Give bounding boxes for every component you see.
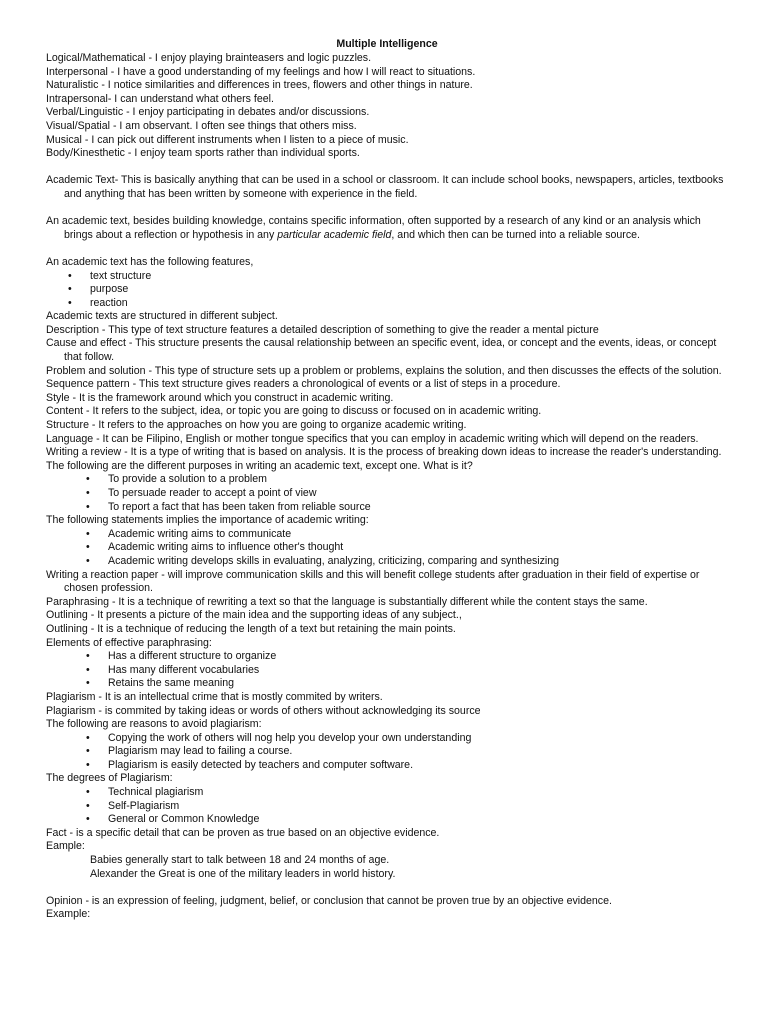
paragraph: Sequence pattern - This text structure gives readers a chronological of events or a list of steps in a procedure. (46, 378, 561, 391)
fact-example: Babies generally start to talk between 18 and 24 months of age. (90, 854, 390, 867)
features-list (46, 270, 728, 311)
paragraph: Structure - It refers to the approaches on how you are going to organize academic writing. (46, 419, 467, 432)
bullet-icon: • (86, 731, 90, 744)
intelligence-item: Logical/Mathematical - I enjoy playing brainteasers and logic puzzles. (46, 52, 372, 64)
intelligence-item: Visual/Spatial - I am observant. I often see things that others miss. (46, 119, 357, 132)
paragraph: Plagiarism - is commited by taking ideas or words of others without acknowledging its source (46, 704, 481, 717)
structure-block (46, 310, 728, 473)
paragraph: Outlining - It presents a picture of the main idea and the supporting ideas of any subject., (46, 609, 462, 622)
intelligence-item: Musical - I can pick out different instruments when I listen to a piece of music. (46, 133, 409, 146)
academic-text-paragraph (46, 215, 728, 242)
paraphrasing-list (46, 650, 728, 691)
paragraph: Plagiarism - It is an intellectual crime that is mostly commited by writers. (46, 690, 383, 703)
intelligence-item: Naturalistic - I notice similarities and differences in trees, flowers and other things in nature. (46, 79, 473, 92)
bullet-icon: • (86, 786, 90, 799)
paragraph-italic: particular academic field (277, 228, 392, 241)
intelligence-list (46, 52, 728, 161)
paragraph: Outlining - It is a technique of reducing the length of a text but retaining the main points. (46, 622, 456, 635)
intelligence-item: Interpersonal - I have a good understanding of my feelings and how I will react to situations. (46, 65, 476, 78)
bullet-icon: • (86, 500, 90, 513)
avoid-plagiarism-list (46, 732, 728, 773)
bullet-icon: • (68, 296, 72, 309)
degrees-intro: The degrees of Plagiarism: (46, 772, 173, 785)
list-item: • General or Common Knowledge (86, 813, 260, 826)
paraphrasing-block (46, 569, 728, 651)
list-item: • Technical plagiarism (86, 786, 204, 799)
bullet-icon: • (86, 541, 90, 554)
paragraph: Paraphrasing - It is a technique of rewriting a text so that the language is substantially different while the content stays the same. (46, 595, 648, 608)
paragraph: The following are reasons to avoid plagiarism: (46, 718, 262, 731)
bullet-icon: • (86, 527, 90, 540)
fact-definition: Fact - is a specific detail that can be proven as true based on an objective evidence. (46, 826, 440, 839)
list-item: • Academic writing develops skills in evaluating, analyzing, criticizing, comparing and synthesizing (86, 554, 560, 567)
plagiarism-block (46, 691, 728, 732)
paragraph: Language - It can be Filipino, English or mother tongue specifics that you can employ in academic writing which will depend on the readers. (46, 432, 699, 445)
paragraph: Cause and effect - This structure presents the causal relationship between an specific event, idea, or concept and the events, ideas, or concept that follow. (46, 337, 717, 364)
bullet-icon: • (86, 799, 90, 812)
paragraph: Style - It is the framework around which you construct in academic writing. (46, 391, 394, 404)
list-item: • text structure (68, 269, 152, 282)
list-item: • To provide a solution to a problem (86, 473, 267, 486)
list-item: • Academic writing aims to communicate (86, 527, 292, 540)
example-label: Eample: (46, 840, 85, 853)
list-item: • Retains the same meaning (86, 677, 235, 690)
list-item: • To persuade reader to accept a point of view (86, 487, 317, 499)
bullet-icon: • (68, 283, 72, 296)
list-item: • reaction (68, 296, 128, 309)
list-item: • Plagiarism is easily detected by teachers and computer software. (86, 758, 414, 771)
bullet-icon: • (68, 269, 72, 282)
list-item: • Has a different structure to organize (86, 650, 277, 663)
paragraph-text: An academic text, besides building knowledge, contains specific information, often supported by a research of any kind or an analysis which brings about a reflection or hypothesis in any (46, 215, 701, 241)
bullet-icon: • (86, 745, 90, 758)
importance-list (46, 528, 728, 569)
bullet-icon: • (86, 813, 90, 826)
list-item: • Academic writing aims to influence other's thought (86, 541, 344, 554)
fact-example: Alexander the Great is one of the military leaders in world history. (90, 867, 396, 880)
opinion-definition: Opinion - is an expression of feeling, judgment, belief, or conclusion that cannot be proven true by an objective evidence. (46, 894, 612, 907)
list-item: • purpose (68, 283, 129, 296)
degrees-list (46, 786, 728, 827)
page-title: Multiple Intelligence (336, 38, 438, 50)
intelligence-item: Intrapersonal- I can understand what others feel. (46, 92, 274, 105)
example-label: Example: (46, 908, 91, 921)
list-item: • Copying the work of others will nog help you develop your own understanding (86, 731, 472, 744)
list-item: • Plagiarism may lead to failing a course. (86, 745, 293, 758)
bullet-icon: • (86, 487, 90, 499)
list-item: • Self-Plagiarism (86, 799, 180, 812)
paragraph: The following are the different purposes in writing an academic text, except one. What is it? (46, 459, 473, 472)
paragraph: Description - This type of text structure features a detailed description of something to give the reader a mental picture (46, 323, 599, 336)
features-intro: An academic text has the following features, (46, 255, 254, 268)
importance-intro: The following statements implies the importance of academic writing: (46, 514, 369, 527)
list-item: • To report a fact that has been taken from reliable source (86, 500, 371, 513)
purposes-list (46, 473, 728, 514)
intelligence-item: Body/Kinesthetic - I enjoy team sports rather than individual sports. (46, 147, 360, 160)
bullet-icon: • (86, 758, 90, 771)
bullet-icon: • (86, 677, 90, 690)
bullet-icon: • (86, 650, 90, 663)
bullet-icon: • (86, 473, 90, 486)
paragraph-text: , and which then can be turned into a reliable source. (391, 228, 640, 241)
academic-text-definition: Academic Text- This is basically anything that can be used in a school or classroom. It can include school books, newspapers, articles, textbooks and anything that has been written by someone with experience in the field. (46, 174, 724, 200)
paragraph: Problem and solution - This type of structure sets up a problem or problems, explains the solution, and then discusses the effects of the solution. (46, 364, 722, 377)
bullet-icon: • (86, 663, 90, 676)
intelligence-item: Verbal/Linguistic - I enjoy participating in debates and/or discussions. (46, 106, 370, 119)
bullet-icon: • (86, 554, 90, 567)
paragraph: Writing a review - It is a type of writing that is based on analysis. It is the process of breaking down ideas to increase the reader's understanding. (46, 446, 722, 459)
list-item: • Has many different vocabularies (86, 663, 260, 676)
paragraph: Academic texts are structured in different subject. (46, 310, 278, 323)
paragraph: Content - It refers to the subject, idea, or topic you are going to discuss or focused on in academic writing. (46, 405, 542, 418)
paragraph: Elements of effective paraphrasing: (46, 636, 212, 649)
paragraph: Writing a reaction paper - will improve communication skills and this will benefit college students after graduation in their field of expertise or chosen profession. (46, 568, 700, 595)
